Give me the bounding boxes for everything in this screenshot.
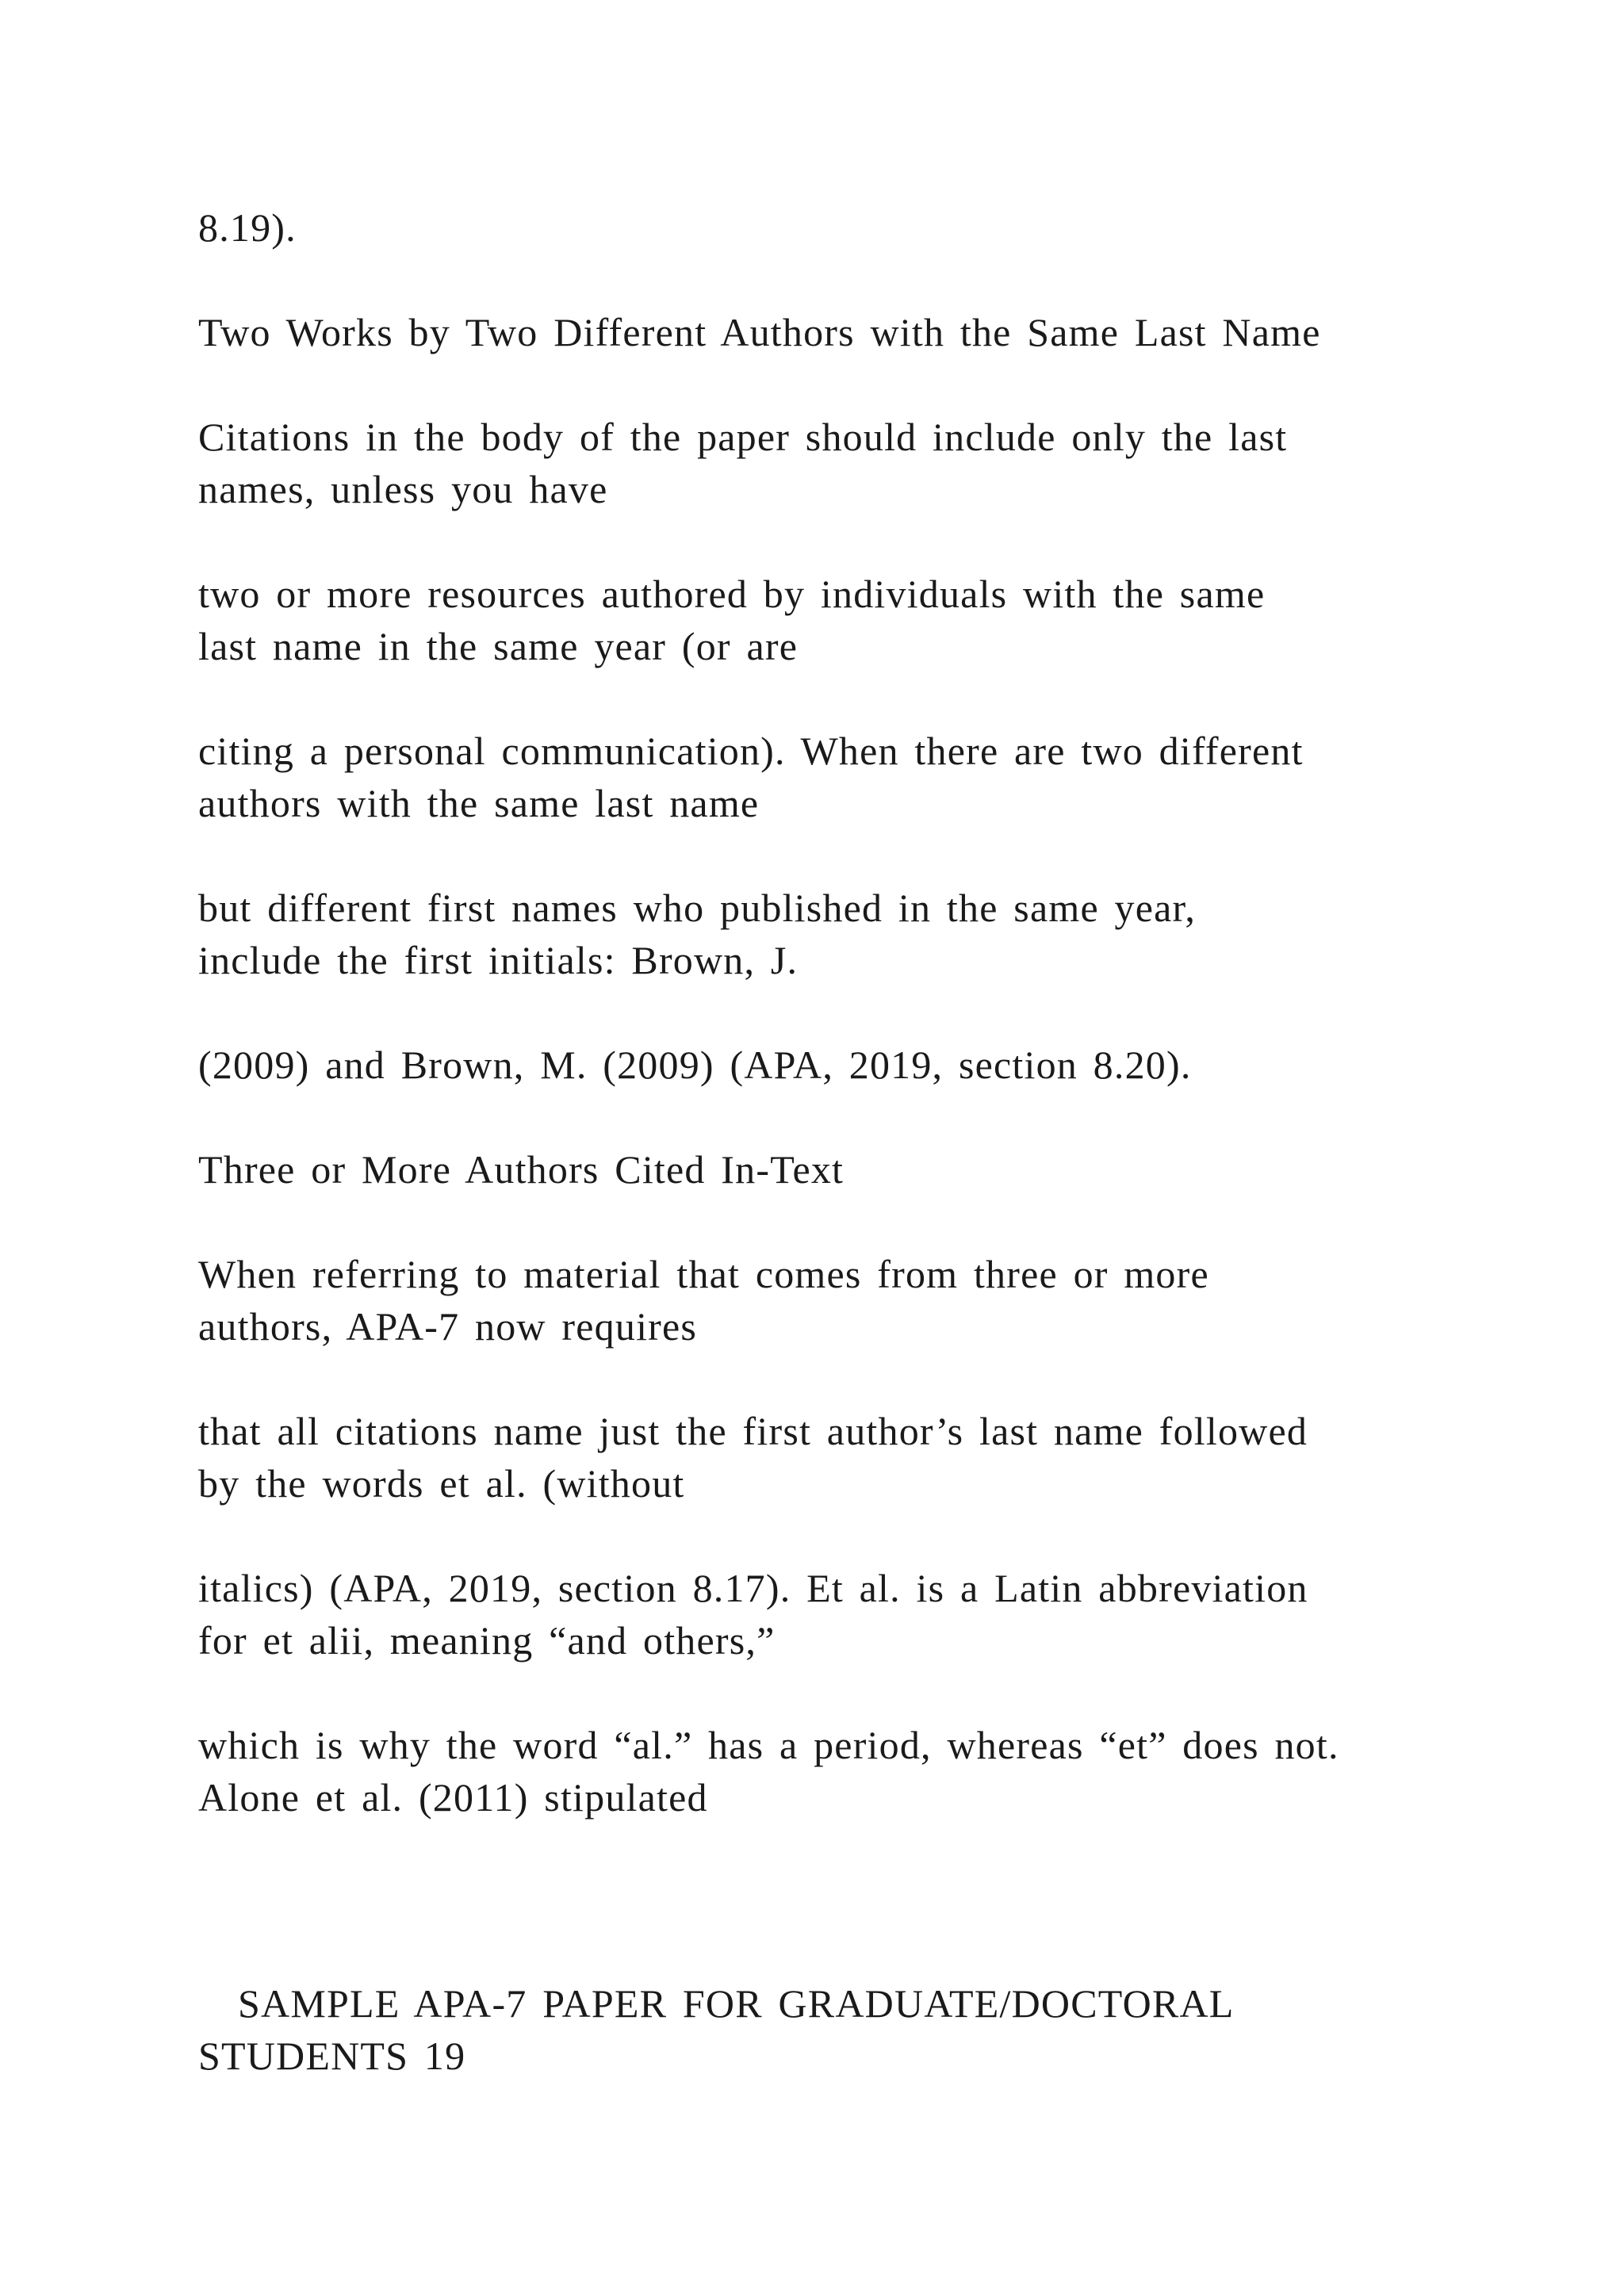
running-head: SAMPLE APA-7 PAPER FOR GRADUATE/DOCTORAL [238,1981,1235,2026]
text-line: italics) (APA, 2019, section 8.17). Et al. is a Latin abbreviation [198,1566,1308,1610]
text-line: names, unless you have [198,467,608,511]
section-heading: Three or More Authors Cited In-Text [198,1147,845,1192]
section-heading: Two Works by Two Different Authors with the Same Last Name [198,310,1321,354]
text-line: authors, APA-7 now requires [198,1304,698,1349]
text-line: When referring to material that comes from three or more [198,1252,1209,1296]
text-line: include the first initials: Brown, J. [198,938,799,982]
text-line: for et alii, meaning “and others,” [198,1618,776,1663]
text-line: Citations in the body of the paper should include only the last [198,415,1288,459]
text-line: citing a personal communication). When there are two different [198,729,1304,773]
text-line: by the words et al. (without [198,1461,685,1506]
text-line: Alone et al. (2011) stipulated [198,1775,708,1820]
text-line: two or more resources authored by individuals with the same [198,572,1266,616]
text-line: which is why the word “al.” has a period, whereas “et” does not. [198,1723,1339,1767]
text-line: (2009) and Brown, M. (2009) (APA, 2019, section 8.20). [198,1043,1192,1087]
running-head-page-number: STUDENTS 19 [198,2034,466,2078]
text-line: that all citations name just the first author’s last name followed [198,1409,1308,1453]
text-line: authors with the same last name [198,781,760,825]
text-line: 8.19). [198,205,297,250]
text-line: last name in the same year (or are [198,624,799,668]
text-line: but different first names who published in the same year, [198,886,1197,930]
